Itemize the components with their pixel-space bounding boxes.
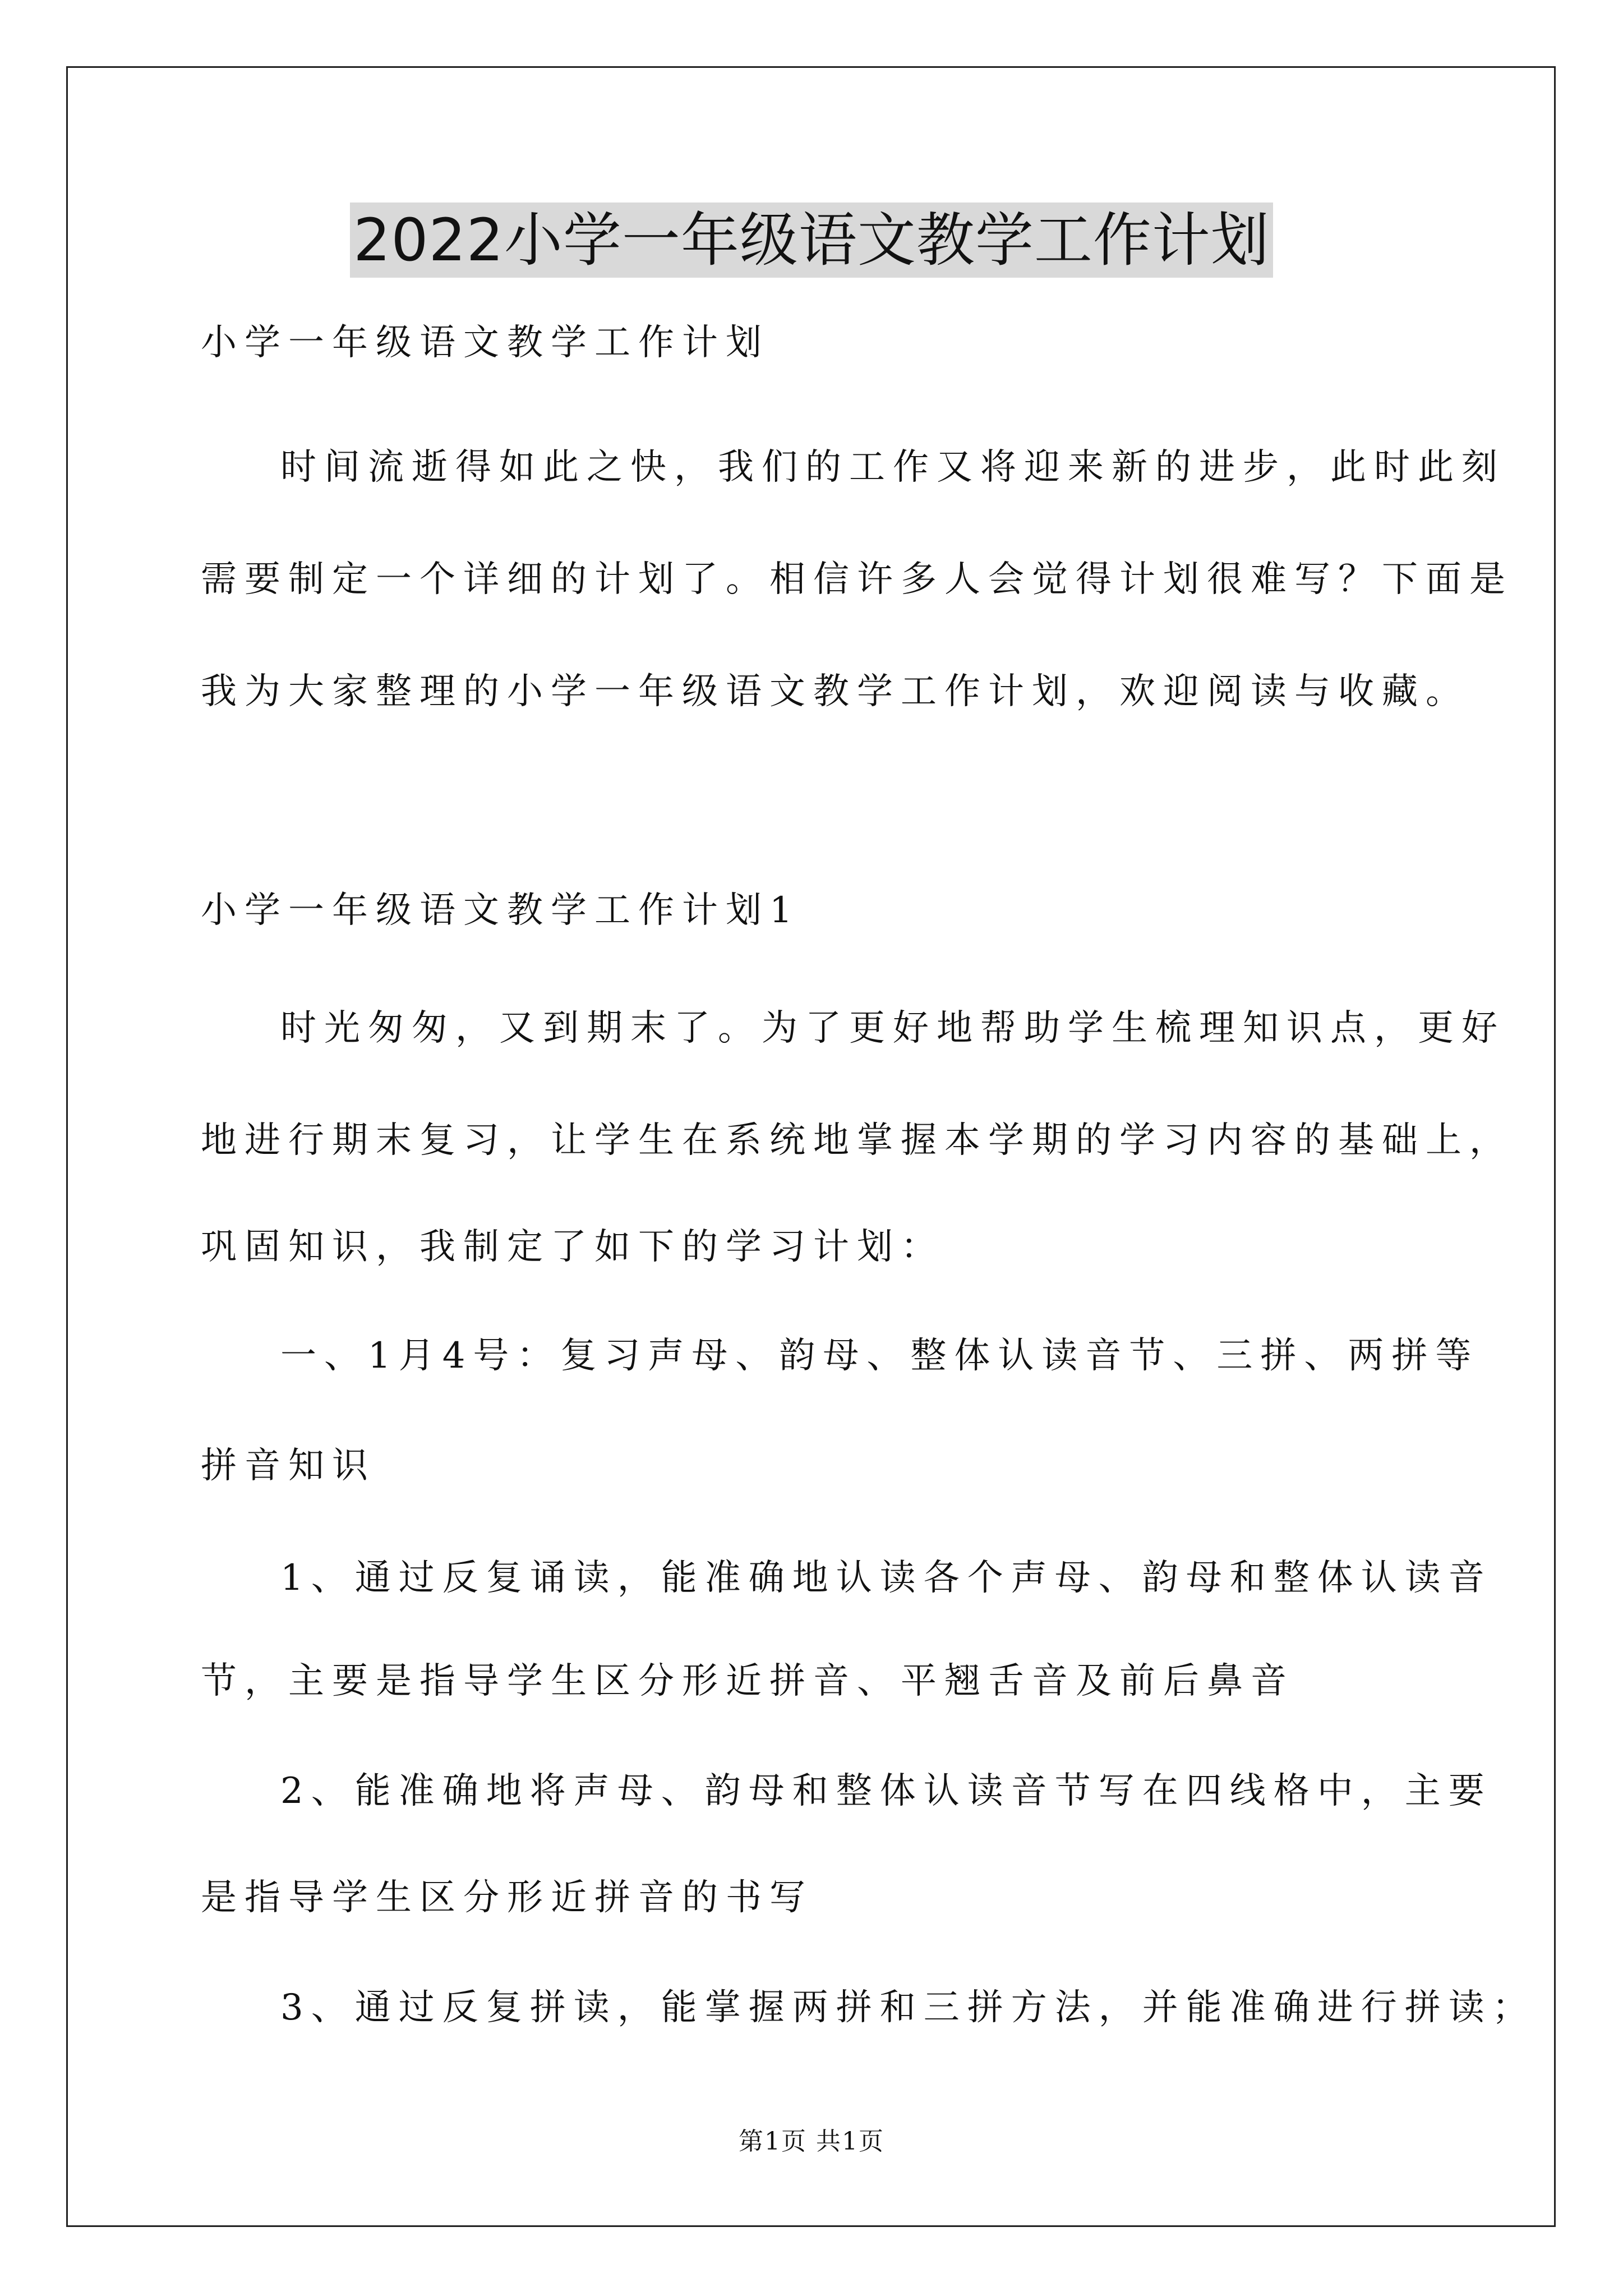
paragraph-line: 巩固知识，我制定了如下的学习计划： [201, 1226, 944, 1268]
paragraph-line: 拼音知识 [201, 1445, 376, 1487]
paragraph-line: 时光匆匆，又到期末了。为了更好地帮助学生梳理知识点，更好 [280, 1007, 1505, 1049]
paragraph-line: 3、通过反复拼读，能掌握两拼和三拼方法，并能准确进行拼读； [280, 1987, 1536, 2028]
paragraph-line: 时间流逝得如此之快，我们的工作又将迎来新的进步，此时此刻 [280, 447, 1505, 488]
paragraph-line: 一、1月4号：复习声母、韵母、整体认读音节、三拼、两拼等 [280, 1335, 1479, 1377]
paragraph-line: 节，主要是指导学生区分形近拼音、平翘舌音及前后鼻音 [201, 1660, 1294, 1702]
paragraph-line: 地进行期末复习，让学生在系统地掌握本学期的学习内容的基础上， [201, 1120, 1513, 1161]
paragraph-line: 我为大家整理的小学一年级语文教学工作计划，欢迎阅读与收藏。 [201, 671, 1469, 712]
paragraph-line: 需要制定一个详细的计划了。相信许多人会觉得计划很难写？下面是 [201, 559, 1513, 600]
document-title [0, 201, 1623, 279]
paragraph-line: 2、能准确地将声母、韵母和整体认读音节写在四线格中，主要 [280, 1770, 1492, 1812]
document-title-text: 2022小学一年级语文教学工作计划 [350, 203, 1273, 278]
paragraph-line: 是指导学生区分形近拼音的书写 [201, 1877, 813, 1918]
section-heading: 小学一年级语文教学工作计划1 [201, 890, 800, 931]
page-number-footer: 第1页 共1页 [739, 2127, 884, 2156]
paragraph-line: 1、通过反复诵读，能准确地认读各个声母、韵母和整体认读音 [280, 1557, 1492, 1599]
subtitle-line: 小学一年级语文教学工作计划 [201, 322, 769, 364]
